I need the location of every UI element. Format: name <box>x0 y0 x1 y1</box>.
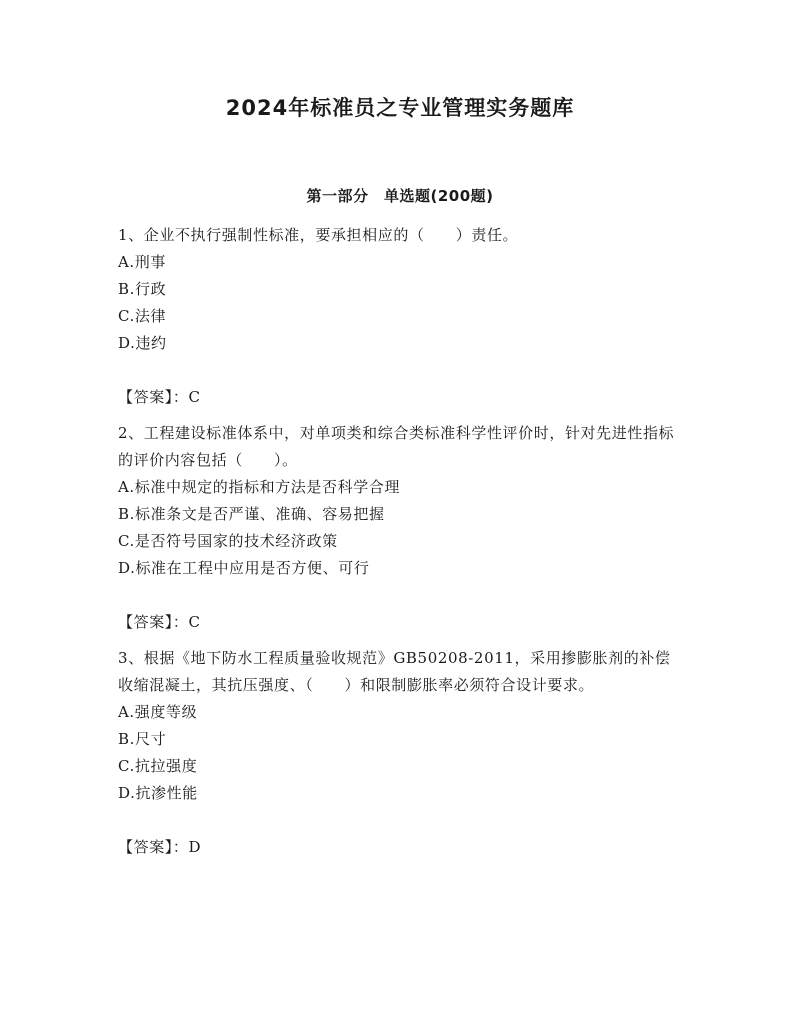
option-a: A.标准中规定的指标和方法是否科学合理 <box>118 478 401 496</box>
option-b: B.标准条文是否严谨、准确、容易把握 <box>118 505 385 523</box>
option-d: D.抗渗性能 <box>118 784 198 802</box>
question-stem: 1、企业不执行强制性标准，要承担相应的（ ）责任。 <box>118 226 519 244</box>
option-a: A.强度等级 <box>118 703 198 721</box>
option-d: D.违约 <box>118 334 167 352</box>
option-b: B.行政 <box>118 280 167 298</box>
option-a: A.刑事 <box>118 253 167 271</box>
question-list <box>118 222 678 870</box>
question-item <box>118 222 678 411</box>
question-stem: 3、根据《地下防水工程质量验收规范》GB50208-2011，采用掺膨胀剂的补偿收缩混凝土，其抗压强度、（ ）和限制膨胀率必须符合设计要求。 <box>118 649 671 694</box>
option-d: D.标准在工程中应用是否方便、可行 <box>118 559 370 577</box>
option-c: C.法律 <box>118 307 167 325</box>
question-item <box>118 645 678 861</box>
answer-line: 【答案】：C <box>118 613 201 631</box>
option-c: C.是否符号国家的技术经济政策 <box>118 532 338 550</box>
option-b: B.尺寸 <box>118 730 167 748</box>
answer-line: 【答案】：C <box>118 388 201 406</box>
section-title: 第一部分 单选题(200题) <box>306 187 494 205</box>
answer-line: 【答案】：D <box>118 838 202 856</box>
document-title: 2024年标准员之专业管理实务题库 <box>225 96 575 120</box>
question-stem: 2、工程建设标准体系中，对单项类和综合类标准科学性评价时，针对先进性指标的评价内容包括（ ）。 <box>118 424 675 469</box>
question-item <box>118 420 678 636</box>
option-c: C.抗拉强度 <box>118 757 198 775</box>
